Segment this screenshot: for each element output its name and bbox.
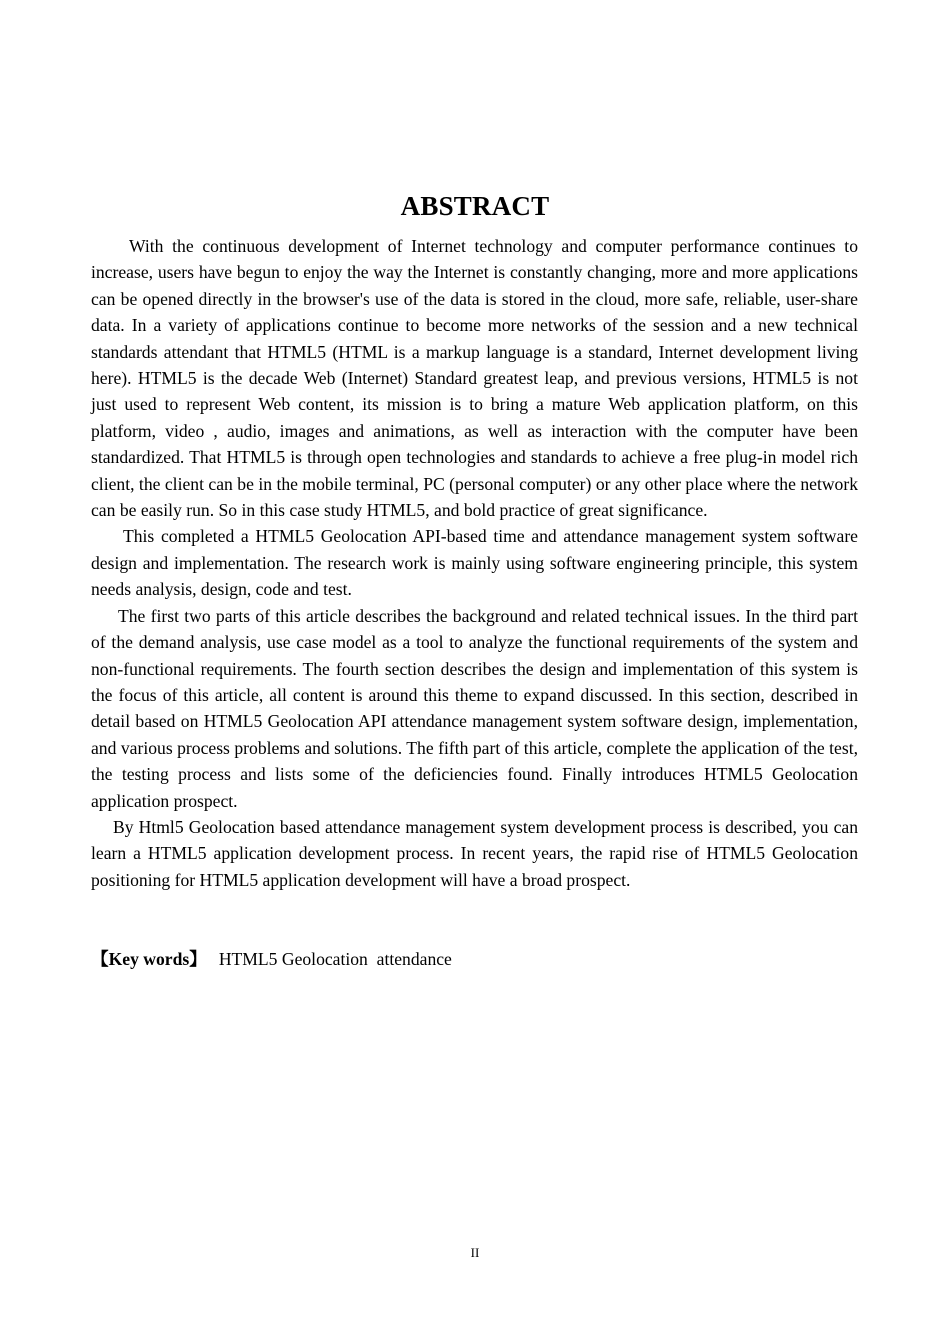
- abstract-title: ABSTRACT: [400, 191, 550, 221]
- abstract-paragraph-3: The first two parts of this article describes the background and related technical issues. In the third part of the demand analysis, use case model as a tool to analyze the functional requirements of the system and non-functional requirements. The fourth section describes the design and implementation of this system is the focus of this article, all content is around this theme to expand discussed. In this section, described in detail based on HTML5 Geolocation API attendance management system software design, implementation, and various process problems and solutions. The fifth part of this article, complete the application of the test, the testing process and lists some of the deficiencies found. Finally introduces HTML5 Geolocation application prospect.: [91, 605, 858, 811]
- abstract-paragraph-2: This completed a HTML5 Geolocation API-based time and attendance management system software design and implementation. The research work is mainly using software engineering principle, this system needs analysis, design, code and test.: [91, 526, 858, 600]
- keywords-label: 【Key words】: [91, 949, 207, 969]
- abstract-paragraph-1: With the continuous development of Internet technology and computer performance continues to increase, users have begun to enjoy the way the Internet is constantly changing, more and more applications can be opened directly in the browser's use of the data is stored in the cloud, more safe, reliable, user-share data. In a variety of applications continue to become more networks of the session and a new technical standards attendant that HTML5 (HTML is a markup language is a standard, Internet development living here). HTML5 is the decade Web (Internet) Standard greatest leap, and previous versions, HTML5 is not just used to represent Web content, its mission is to bring a mature Web application platform, on this platform, video , audio, images and animations, as well as interaction with the computer have been standardized. That HTML5 is through open technologies and standards to achieve a free plug-in model rich client, the client can be in the mobile terminal, PC (personal computer) or any other place where the network can be easily run. So in this case study HTML5, and bold practice of great significance.: [91, 236, 858, 521]
- keywords-values: HTML5 Geolocation attendance: [218, 949, 452, 969]
- abstract-body: [91, 233, 858, 893]
- abstract-paragraph-4: By Html5 Geolocation based attendance management system development process is described, you can learn a HTML5 application development process. In recent years, the rapid rise of HTML5 Geolocation positioning for HTML5 application development will have a broad prospect.: [91, 816, 858, 890]
- keywords-line: [91, 946, 858, 972]
- page-number: II: [470, 1245, 480, 1260]
